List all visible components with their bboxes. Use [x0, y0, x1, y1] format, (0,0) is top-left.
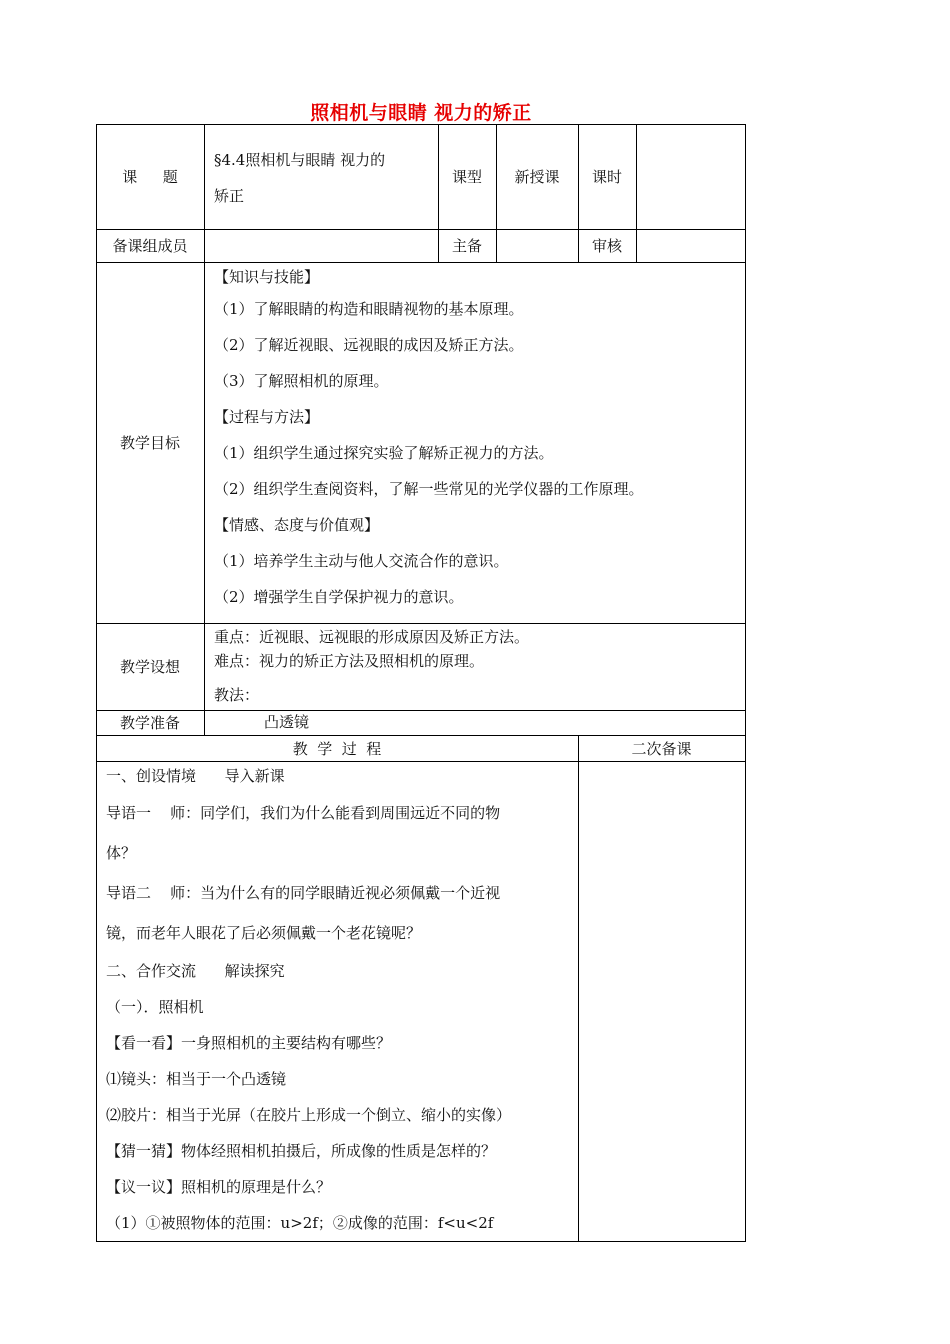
table-rule — [96, 229, 746, 230]
review-label: 审核 — [591, 237, 622, 255]
objectives-line: （2）组织学生查阅资料，了解一些常见的光学仪器的工作原理。 — [214, 480, 644, 498]
secondary-prep-header: 二次备课 — [631, 739, 692, 758]
topic-value — [204, 124, 438, 229]
process-header: 教 学 过 程 — [292, 739, 382, 758]
table-rule — [745, 124, 746, 1242]
secondary-prep-area — [578, 761, 745, 1241]
objectives-line: 【情感、态度与价值观】 — [214, 516, 380, 534]
period-value — [636, 124, 745, 229]
members-value — [204, 229, 438, 262]
topic-line-2: 矫正 — [214, 187, 245, 205]
process-line: ⑵胶片：相当于光屏（在胶片上形成一个倒立、缩小的实像） — [106, 1106, 512, 1124]
process-line: （1）①被照物体的范围：u>2f；②成像的范围：f<u<2f — [106, 1214, 494, 1232]
process-line: ⑴镜头：相当于一个凸透镜 — [106, 1070, 287, 1088]
objectives-line: （1）了解眼睛的构造和眼睛视物的基本原理。 — [214, 300, 524, 318]
table-rule — [96, 262, 746, 263]
period-label: 课时 — [591, 168, 622, 186]
table-rule — [96, 735, 746, 736]
process-line: 体？ — [106, 844, 137, 862]
objectives-line: （3）了解照相机的原理。 — [214, 372, 389, 390]
objectives-line: （2）了解近视眼、远视眼的成因及矫正方法。 — [214, 336, 524, 354]
process-line: 【看一看】一身照相机的主要结构有哪些？ — [106, 1034, 392, 1052]
design-content — [204, 623, 745, 710]
key-points: 重点：近视眼、远视眼的形成原因及矫正方法。 — [214, 628, 530, 646]
objectives-label: 教学目标 — [119, 434, 180, 452]
preparation-label: 教学准备 — [119, 714, 180, 732]
members-label: 备课组成员 — [112, 237, 188, 255]
table-rule — [96, 124, 746, 125]
difficulties: 难点：视力的矫正方法及照相机的原理。 — [214, 652, 485, 670]
document-title: 照相机与眼睛 视力的矫正 — [310, 102, 532, 124]
process-line: 二、合作交流 解读探究 — [106, 962, 285, 980]
objectives-line: （2）增强学生自学保护视力的意识。 — [214, 588, 464, 606]
topic-label: 课 题 — [122, 168, 178, 186]
topic-line-1: §4.4照相机与眼睛 视力的 — [214, 151, 386, 169]
teaching-method: 教法： — [214, 686, 260, 704]
process-content — [96, 761, 578, 1241]
table-rule — [96, 124, 97, 1242]
process-line: 镜，而老年人眼花了后必须佩戴一个老花镜呢？ — [106, 924, 422, 942]
table-rule — [96, 623, 746, 624]
objectives-content — [204, 262, 745, 623]
table-rule — [496, 124, 497, 262]
process-line: 【议一议】照相机的原理是什么？ — [106, 1178, 332, 1196]
review-value — [636, 229, 745, 262]
objectives-line: 【知识与技能】 — [214, 268, 320, 286]
table-rule — [96, 1241, 746, 1242]
objectives-line: 【过程与方法】 — [214, 408, 320, 426]
process-line: 导语一 师：同学们，我们为什么能看到周围远近不同的物 — [106, 804, 501, 822]
table-rule — [204, 124, 205, 735]
table-rule — [578, 735, 579, 1241]
lead-value — [496, 229, 578, 262]
process-line: （一）．照相机 — [106, 998, 204, 1016]
process-line: 一、创设情境 导入新课 — [106, 767, 285, 785]
process-line: 【猜一猜】物体经照相机拍摄后，所成像的性质是怎样的？ — [106, 1142, 497, 1160]
lead-label: 主备 — [451, 237, 482, 255]
type-value: 新授课 — [514, 168, 560, 186]
table-rule — [636, 124, 637, 262]
table-rule — [578, 124, 579, 262]
table-rule — [96, 761, 746, 762]
objectives-line: （1）培养学生主动与他人交流合作的意识。 — [214, 552, 509, 570]
preparation-value: 凸透镜 — [264, 713, 310, 731]
table-rule — [96, 710, 746, 711]
type-label: 课型 — [451, 168, 482, 186]
table-rule — [438, 124, 439, 262]
objectives-line: （1）组织学生通过探究实验了解矫正视力的方法。 — [214, 444, 554, 462]
process-line: 导语二 师：当为什么有的同学眼睛近视必须佩戴一个近视 — [106, 884, 501, 902]
design-label: 教学设想 — [119, 658, 180, 676]
